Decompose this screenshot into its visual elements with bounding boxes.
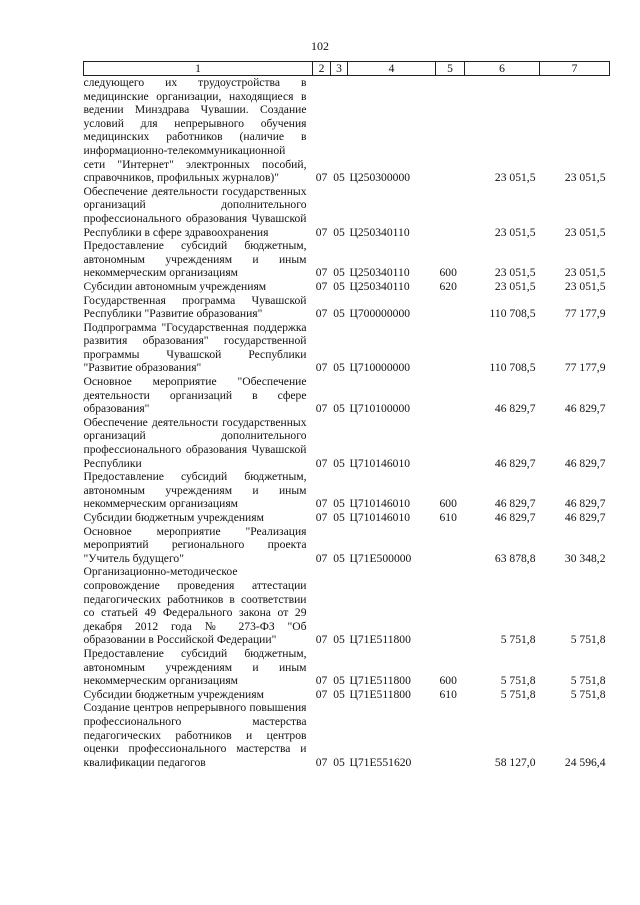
row-expense-type: [436, 76, 465, 185]
table-row: [84, 470, 610, 511]
table-row: [84, 375, 610, 416]
row-subsection: 05: [333, 755, 345, 769]
row-subsection: 05: [333, 511, 345, 524]
row-name: Создание центров непрерывного повышения профессионального мастерства педагогических работников и центров оценки профессионального мастерства и квалификации педагогов: [83, 701, 307, 769]
table-row: [84, 688, 610, 702]
row-amount-2: 5 751,8: [570, 633, 606, 647]
row-amount-2: 23 051,5: [564, 225, 606, 239]
header-col-7: 7: [540, 62, 610, 76]
row-target-code: Ц250300000: [349, 171, 411, 185]
row-section: 07: [315, 402, 328, 416]
row-amount-1: 46 829,7: [494, 497, 536, 511]
row-name: Субсидии автономным учреждениям: [83, 279, 267, 293]
row-amount-2: 30 348,2: [564, 551, 606, 565]
row-amount-1: 23 051,5: [494, 225, 536, 239]
header-col-6: 6: [465, 62, 540, 76]
row-section: 07: [315, 674, 328, 688]
row-amount-1: 23 051,5: [494, 279, 536, 293]
row-subsection: 05: [333, 402, 345, 416]
row-expense-type: 610: [439, 687, 457, 701]
row-target-code: Ц710146010: [349, 497, 411, 511]
row-name: Обеспечение деятельности государственных организаций дополнительного профессионального образования Чувашской Республики: [83, 415, 307, 470]
row-section: 07: [315, 307, 328, 321]
row-target-code: Ц710100000: [349, 402, 411, 416]
row-amount-1: 46 829,7: [494, 402, 536, 416]
row-section: 07: [315, 687, 328, 701]
row-target-code: Ц710146010: [349, 456, 411, 470]
row-expense-type: [436, 525, 465, 566]
row-amount-2: 46 829,7: [564, 456, 606, 470]
row-amount-2: 5 751,8: [570, 674, 606, 688]
row-section: 07: [315, 551, 328, 565]
table-row: [84, 647, 610, 688]
row-expense-type: 600: [439, 266, 457, 280]
row-target-code: Ц250340110: [349, 279, 410, 293]
header-col-2: 2: [313, 62, 331, 76]
row-name: следующего их трудоустройства в медицинские организации, находящиеся в ведении Минздрава Чувашии. Создание условий для непрерывного обучения медицинских работников (наличие в информационно-телекоммуникационной сети "Интернет" электронных пособий, справочников, профильных журналов)": [83, 76, 307, 185]
row-amount-1: 5 751,8: [500, 687, 536, 701]
row-name: Предоставление субсидий бюджетным, автономным учреждениям и иным некоммерческим организациям: [83, 470, 307, 511]
row-section: 07: [315, 225, 328, 239]
row-target-code: Ц250340110: [349, 225, 410, 239]
budget-table: [83, 61, 610, 769]
row-expense-type: [436, 294, 465, 321]
row-amount-1: 46 829,7: [494, 456, 536, 470]
table-row: [84, 76, 610, 185]
table-row: [84, 565, 610, 647]
table-row: [84, 185, 610, 239]
row-name: Обеспечение деятельности государственных организаций дополнительного профессионального образования Чувашской Республики в сфере здравоохранения: [83, 184, 307, 239]
row-amount-2: 23 051,5: [564, 171, 606, 185]
table-row: [84, 280, 610, 294]
row-expense-type: [436, 416, 465, 470]
table-row: [84, 511, 610, 525]
row-amount-1: 63 878,8: [494, 551, 536, 565]
table-row: [84, 294, 610, 321]
row-subsection: 05: [333, 551, 345, 565]
header-col-3: 3: [331, 62, 348, 76]
row-amount-1: 23 051,5: [494, 266, 536, 280]
row-target-code: Ц710146010: [349, 511, 411, 524]
row-section: 07: [315, 633, 328, 647]
row-name: Подпрограмма "Государственная поддержка развития образования" государственной программы Чувашской Республики "Развитие образования": [83, 320, 307, 375]
table-row: [84, 321, 610, 375]
table-row: [84, 701, 610, 769]
row-amount-1: 110 708,5: [489, 307, 536, 321]
row-target-code: Ц710000000: [349, 361, 411, 375]
row-target-code: Ц71Е511800: [349, 687, 411, 701]
row-target-code: Ц71Е551620: [349, 755, 412, 769]
row-amount-2: 5 751,8: [570, 687, 606, 701]
row-name: Государственная программа Чувашской Республики "Развитие образования": [83, 293, 307, 321]
row-name: Предоставление субсидий бюджетным, автономным учреждениям и иным некоммерческим организациям: [83, 239, 307, 280]
row-expense-type: 600: [439, 674, 457, 688]
row-expense-type: 610: [439, 511, 457, 524]
row-expense-type: [436, 185, 465, 239]
row-amount-2: 77 177,9: [564, 361, 606, 375]
row-section: 07: [315, 361, 328, 375]
row-subsection: 05: [333, 307, 345, 321]
row-section: 07: [315, 497, 328, 511]
row-target-code: Ц71Е500000: [349, 551, 412, 565]
row-amount-2: 77 177,9: [564, 307, 606, 321]
row-target-code: Ц700000000: [349, 307, 411, 321]
row-amount-1: 110 708,5: [489, 361, 536, 375]
row-subsection: 05: [333, 633, 345, 647]
header-col-1: 1: [84, 62, 313, 76]
page-number: 102: [311, 39, 329, 53]
row-name: Субсидии бюджетным учреждениям: [83, 511, 264, 524]
row-subsection: 05: [333, 266, 345, 280]
row-amount-1: 46 829,7: [494, 511, 536, 524]
row-amount-2: 24 596,4: [564, 755, 606, 769]
row-amount-1: 5 751,8: [500, 674, 536, 688]
row-subsection: 05: [333, 171, 345, 185]
row-target-code: Ц71Е511800: [349, 674, 411, 688]
row-section: 07: [315, 511, 328, 524]
row-subsection: 05: [333, 674, 345, 688]
row-expense-type: 600: [439, 497, 457, 511]
row-section: 07: [315, 456, 328, 470]
row-subsection: 05: [333, 456, 345, 470]
header-row: [84, 62, 610, 76]
row-subsection: 05: [333, 361, 345, 375]
row-name: Организационно-методическое сопровождение проведения аттестации педагогических работников в соответствии со статьей 49 Федерального закона от 29 декабря 2012 года № 273-ФЗ "Об образовании в Российской Федерации": [83, 565, 307, 647]
row-amount-1: 5 751,8: [500, 633, 536, 647]
header-col-5: 5: [436, 62, 465, 76]
row-subsection: 05: [333, 497, 345, 511]
row-name: Предоставление субсидий бюджетным, автономным учреждениям и иным некоммерческим организациям: [83, 646, 307, 688]
row-amount-2: 46 829,7: [564, 402, 606, 416]
row-subsection: 05: [333, 225, 345, 239]
row-name: Основное мероприятие "Обеспечение деятельности организаций в сфере образования": [83, 375, 307, 416]
row-section: 07: [315, 266, 328, 280]
row-name: Основное мероприятие "Реализация мероприятий регионального проекта "Учитель будущего": [83, 524, 307, 565]
row-amount-1: 23 051,5: [494, 171, 536, 185]
row-subsection: 05: [333, 279, 345, 293]
row-expense-type: [436, 321, 465, 375]
table-row: [84, 525, 610, 566]
row-amount-2: 23 051,5: [564, 266, 606, 280]
row-amount-2: 46 829,7: [564, 497, 606, 511]
row-expense-type: 620: [439, 279, 457, 293]
row-expense-type: [436, 375, 465, 416]
row-amount-2: 23 051,5: [564, 279, 606, 293]
row-subsection: 05: [333, 687, 345, 701]
row-name: Субсидии бюджетным учреждениям: [83, 687, 264, 701]
table-row: [84, 239, 610, 280]
row-expense-type: [436, 565, 465, 647]
table-row: [84, 416, 610, 470]
row-section: 07: [315, 279, 328, 293]
row-section: 07: [315, 755, 328, 769]
row-amount-2: 46 829,7: [564, 511, 606, 524]
row-section: 07: [315, 171, 328, 185]
row-target-code: Ц250340110: [349, 266, 410, 280]
row-amount-1: 58 127,0: [494, 755, 536, 769]
row-expense-type: [436, 701, 465, 769]
header-col-4: 4: [348, 62, 436, 76]
row-target-code: Ц71Е511800: [349, 633, 411, 647]
